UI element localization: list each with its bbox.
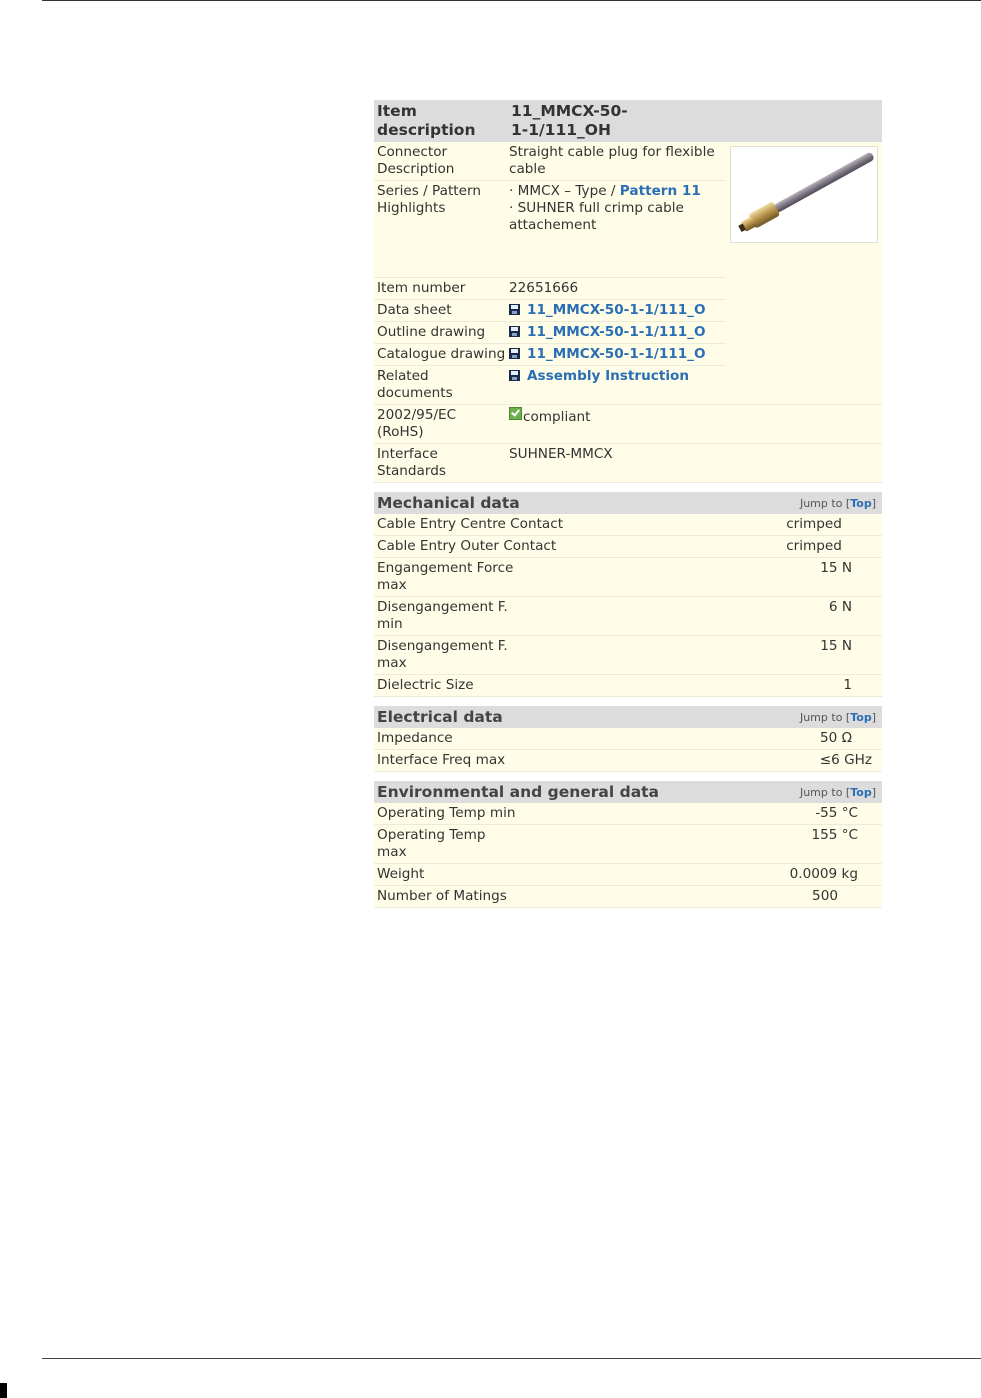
rohs-value: compliant xyxy=(523,409,591,425)
assembly-instruction-link[interactable]: Assembly Instruction xyxy=(527,368,690,384)
floppy-disk-icon xyxy=(509,304,520,315)
item-description-label: Item description xyxy=(377,102,476,139)
cable-plug-image xyxy=(731,147,877,242)
table-row xyxy=(374,558,882,597)
mech-value-5: 1 xyxy=(843,677,852,693)
series-value xyxy=(506,181,726,277)
catalogue-drawing-row xyxy=(374,344,726,366)
mech-label-2: Engangement Force max xyxy=(377,560,514,593)
floppy-disk-icon xyxy=(509,326,520,337)
product-image xyxy=(730,146,878,243)
connector-description-value: Straight cable plug for flexible cable xyxy=(509,144,715,177)
elec-value-0: 50 Ω xyxy=(819,730,852,746)
elec-label-0: Impedance xyxy=(377,730,453,746)
env-label-2: Weight xyxy=(377,866,425,882)
catalogue-drawing-link[interactable]: 11_MMCX-50-1-1/111_O xyxy=(527,346,706,362)
product-datasheet xyxy=(374,100,882,908)
rohs-label: 2002/95/EC (RoHS) xyxy=(377,407,457,440)
floppy-disk-icon xyxy=(509,370,520,381)
mech-value-0: crimped xyxy=(786,516,842,532)
mechanical-data-title: Mechanical data xyxy=(377,493,520,512)
item-number-row xyxy=(374,278,726,300)
top-rule xyxy=(42,0,981,1)
mech-label-0: Cable Entry Centre Contact xyxy=(377,516,564,532)
interface-standards-row xyxy=(374,444,882,483)
data-sheet-label: Data sheet xyxy=(377,302,452,318)
mech-value-3: 6 N xyxy=(828,599,852,615)
floppy-disk-icon xyxy=(509,348,520,359)
data-sheet-link[interactable]: 11_MMCX-50-1-1/111_O xyxy=(527,302,706,318)
env-value-3: 500 xyxy=(812,888,838,904)
mech-label-3: Disengangement F. min xyxy=(377,599,508,632)
related-documents-label: Related documents xyxy=(377,368,453,401)
pattern-link[interactable]: Pattern 11 xyxy=(619,183,701,199)
table-row xyxy=(374,825,882,864)
table-row xyxy=(374,750,882,772)
elec-label-1: Interface Freq max xyxy=(377,752,506,768)
table-row xyxy=(374,514,882,536)
table-row xyxy=(374,597,882,636)
table-row xyxy=(374,536,882,558)
table-row xyxy=(374,636,882,675)
jump-top-link[interactable]: Top xyxy=(850,785,872,799)
item-number-value: 22651666 xyxy=(509,280,579,296)
outline-drawing-link[interactable]: 11_MMCX-50-1-1/111_O xyxy=(527,324,706,340)
outline-drawing-row xyxy=(374,322,726,344)
environmental-data-header xyxy=(374,781,882,803)
table-row xyxy=(374,728,882,750)
jump-to: Jump to [Top] xyxy=(799,496,876,510)
env-value-1: 155 °C xyxy=(811,827,858,843)
mech-label-1: Cable Entry Outer Contact xyxy=(377,538,557,554)
mech-value-2: 15 N xyxy=(820,560,852,576)
rohs-row xyxy=(374,405,882,444)
table-row xyxy=(374,864,882,886)
mech-label-5: Dielectric Size xyxy=(377,677,474,693)
table-row xyxy=(374,886,882,908)
env-label-3: Number of Matings xyxy=(377,888,507,904)
catalogue-drawing-label: Catalogue drawing xyxy=(377,346,506,362)
electrical-data-header xyxy=(374,706,882,728)
connector-description-row xyxy=(374,142,726,181)
env-label-1: Operating Temp max xyxy=(377,827,486,860)
series-row xyxy=(374,181,726,278)
jump-to: Jump to [Top] xyxy=(799,710,876,724)
jump-top-link[interactable]: Top xyxy=(850,496,872,510)
bottom-rule xyxy=(42,1358,981,1359)
env-label-0: Operating Temp min xyxy=(377,805,516,821)
table-row xyxy=(374,803,882,825)
jump-top-link[interactable]: Top xyxy=(850,710,872,724)
series-type-text: · MMCX – Type / xyxy=(509,183,620,199)
env-value-0: -55 °C xyxy=(815,805,858,821)
item-description-value: 11_MMCX-50-1-1/111_OH xyxy=(511,102,628,139)
data-sheet-row xyxy=(374,300,726,322)
connector-description-label: Connector Description xyxy=(377,144,455,177)
environmental-data-title: Environmental and general data xyxy=(377,782,660,801)
jump-to: Jump to [Top] xyxy=(799,785,876,799)
checkmark-icon xyxy=(509,407,522,420)
electrical-data-title: Electrical data xyxy=(377,707,503,726)
series-label: Series / Pattern Highlights xyxy=(377,183,481,216)
table-row xyxy=(374,675,882,697)
interface-standards-label: Interface Standards xyxy=(377,446,446,479)
mech-label-4: Disengangement F. max xyxy=(377,638,508,671)
item-number-label: Item number xyxy=(377,280,466,296)
outline-drawing-label: Outline drawing xyxy=(377,324,486,340)
interface-standards-value: SUHNER-MMCX xyxy=(509,446,613,462)
mech-value-4: 15 N xyxy=(820,638,852,654)
series-crimp-text: · SUHNER full crimp cable attachement xyxy=(509,200,684,233)
page-corner-mark xyxy=(0,1383,7,1398)
mechanical-data-header xyxy=(374,492,882,514)
mech-value-1: crimped xyxy=(786,538,842,554)
item-details-block xyxy=(374,142,882,366)
item-description-header xyxy=(374,100,882,142)
elec-value-1: ≤6 GHz xyxy=(819,752,872,768)
related-documents-row xyxy=(374,366,882,405)
env-value-2: 0.0009 kg xyxy=(789,866,858,882)
